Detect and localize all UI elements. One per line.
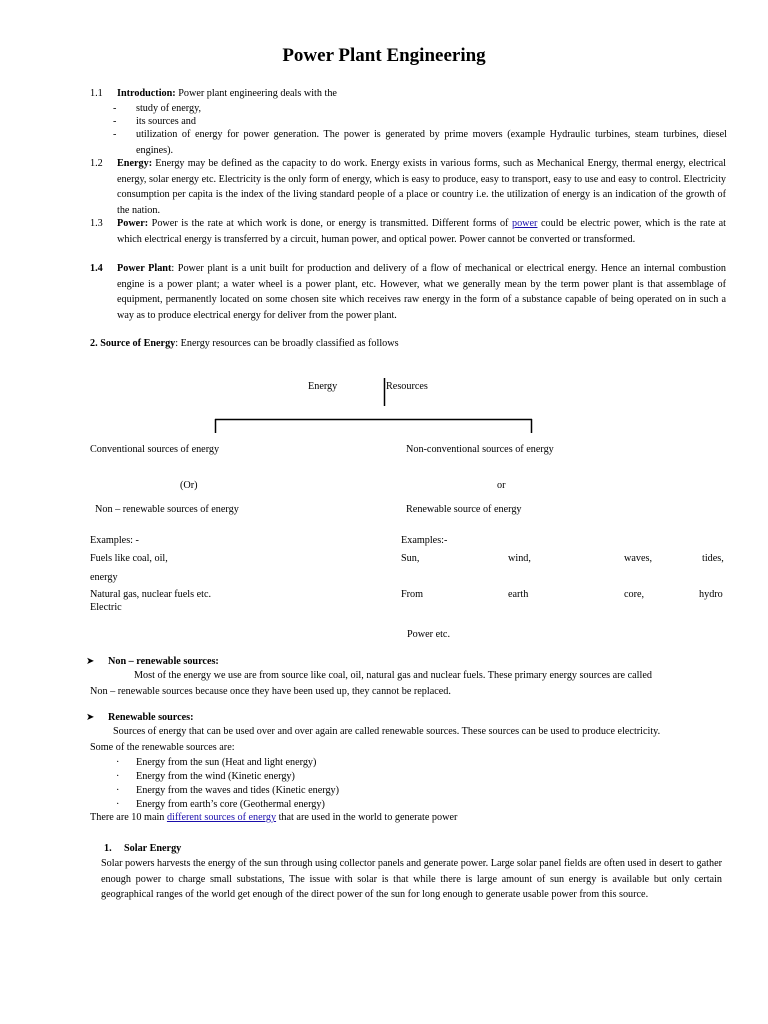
right-example: Sun, xyxy=(401,553,420,564)
left-example-2-cont: Electric xyxy=(90,602,122,613)
section-2-text: : Energy resources can be broadly classified as follows xyxy=(175,338,399,349)
list-dash: - xyxy=(113,129,117,140)
tree-left-label: Conventional sources of energy xyxy=(90,444,220,455)
page-title: Power Plant Engineering xyxy=(282,45,486,66)
right-example: From xyxy=(401,589,424,600)
section-1-1-text: Power plant engineering deals with the xyxy=(175,88,337,99)
tree-right-or: or xyxy=(497,480,506,491)
right-example: waves, xyxy=(624,553,653,564)
right-examples-label: Examples:- xyxy=(401,535,448,546)
list-item: its sources and xyxy=(136,116,196,127)
section-1-3-heading: Power: xyxy=(117,218,149,229)
right-example: tides, xyxy=(702,553,724,564)
tree-root-energy: Energy xyxy=(308,381,338,392)
bullet-dot-icon: · xyxy=(116,799,120,810)
tree-root-resources: Resources xyxy=(386,381,428,392)
list-item: Energy from the wind (Kinetic energy) xyxy=(136,771,295,782)
list-dash: - xyxy=(113,116,117,127)
tree-left-or: (Or) xyxy=(180,480,198,491)
section-1-2-text: Energy may be defined as the capacity to do work. Energy exists in various forms, such as Mechanical Energy, thermal energy, electrical energy, solar energy etc. Electricity is the only form of energy, which is easy to produce, easy to transport, easy to use and easy to control. Electricity consumption per capita is the index of the living standard people of a place or country i.e. the utilization of energy is an indication of the growth of the nation. xyxy=(117,158,726,216)
list-item: utilization of energy for power generation. The power is generated by prime movers (example Hydraulic turbines, steam turbines, diesel engines). xyxy=(136,129,727,156)
left-examples-label: Examples: - xyxy=(90,535,139,546)
right-example: hydro xyxy=(699,589,723,600)
solar-body: Solar powers harvests the energy of the sun through using collector panels and generate power. Large solar panel fields are often used in desert to gather enough power to charge small substations, The issue with solar is that while there is large amount of sun energy is available but only certain geographical ranges of the world get enough of the direct power of the sun for long enough to generate usable power from this source. xyxy=(101,858,722,900)
solar-number: 1. xyxy=(104,843,112,854)
main-sources-text-cont: that are used in the world to generate power xyxy=(276,812,458,823)
tree-right-label: Non-conventional sources of energy xyxy=(406,444,554,455)
main-sources-line xyxy=(90,810,457,826)
power-link[interactable]: power xyxy=(511,218,538,229)
left-example-1-cont: energy xyxy=(90,572,118,583)
section-1-2-number: 1.2 xyxy=(90,158,103,169)
list-dash: - xyxy=(113,103,117,114)
left-example-2: Natural gas, nuclear fuels etc. xyxy=(90,589,212,600)
bullet-dot-icon: · xyxy=(116,757,120,768)
tree-right-alt: Renewable source of energy xyxy=(406,504,522,515)
renewable-line-1: Sources of energy that can be used over and over again are called renewable sources. These sources can be used to produce electricity. xyxy=(113,726,661,737)
list-item: study of energy, xyxy=(136,103,202,114)
arrow-bullet-icon: ➤ xyxy=(86,656,95,667)
left-example-1: Fuels like coal, oil, xyxy=(90,553,168,564)
different-sources-link[interactable]: different sources of energy xyxy=(166,812,277,823)
bullet-dot-icon: · xyxy=(116,771,120,782)
nonrenewable-line-1: Most of the energy we use are from source like coal, oil, natural gas and nuclear fuels. These primary energy sources are called xyxy=(134,670,652,681)
section-1-3-number: 1.3 xyxy=(90,218,103,229)
bullet-dot-icon: · xyxy=(116,785,120,796)
right-example: earth xyxy=(508,589,529,600)
section-1-1-heading: Introduction: xyxy=(117,88,176,99)
section-2-heading: 2. Source of Energy xyxy=(90,338,176,349)
renewable-line-2: Some of the renewable sources are: xyxy=(90,742,235,753)
section-1-1-number: 1.1 xyxy=(90,88,103,99)
right-example-power: Power etc. xyxy=(407,629,450,640)
renewable-heading: Renewable sources: xyxy=(108,712,194,723)
section-1-4-text: : Power plant is a unit built for production and delivery of a flow of mechanical or electrical energy. Hence an internal combustion engine is a power plant; a water wheel is a power plant, etc. However, what we generally mean by the term power plant is that assemblage of equipment, permanently located on some chosen site which receives raw energy in the form of a substance capable of being operated on in such a way as to produce electrical energy for deliver from the power plant. xyxy=(117,263,726,321)
right-example: core, xyxy=(624,589,645,600)
list-item: Energy from earth’s core (Geothermal energy) xyxy=(136,799,325,810)
section-1-3-text-cont: could be electric power, which is the rate at which electrical energy is transferred by a circuit, human power, and optical power. Power cannot be converted or transformed. xyxy=(117,218,726,245)
solar-heading: Solar Energy xyxy=(124,843,182,854)
arrow-bullet-icon: ➤ xyxy=(86,712,95,723)
section-1-3-text: Power is the rate at which work is done, or energy is transmitted. Different forms of xyxy=(148,218,512,229)
nonrenewable-heading: Non – renewable sources: xyxy=(108,656,219,667)
main-sources-text: There are 10 main xyxy=(90,812,167,823)
list-item: Energy from the sun (Heat and light energy) xyxy=(136,757,317,768)
nonrenewable-line-2: Non – renewable sources because once they have been used up, they cannot be replaced. xyxy=(90,686,451,697)
list-item: Energy from the waves and tides (Kinetic energy) xyxy=(136,785,340,796)
section-1-2-heading: Energy: xyxy=(117,158,153,169)
section-1-4-number: 1.4 xyxy=(90,263,103,274)
right-example: wind, xyxy=(508,553,531,564)
tree-left-alt: Non – renewable sources of energy xyxy=(95,504,239,515)
section-1-4-heading: Power Plant xyxy=(117,263,172,274)
